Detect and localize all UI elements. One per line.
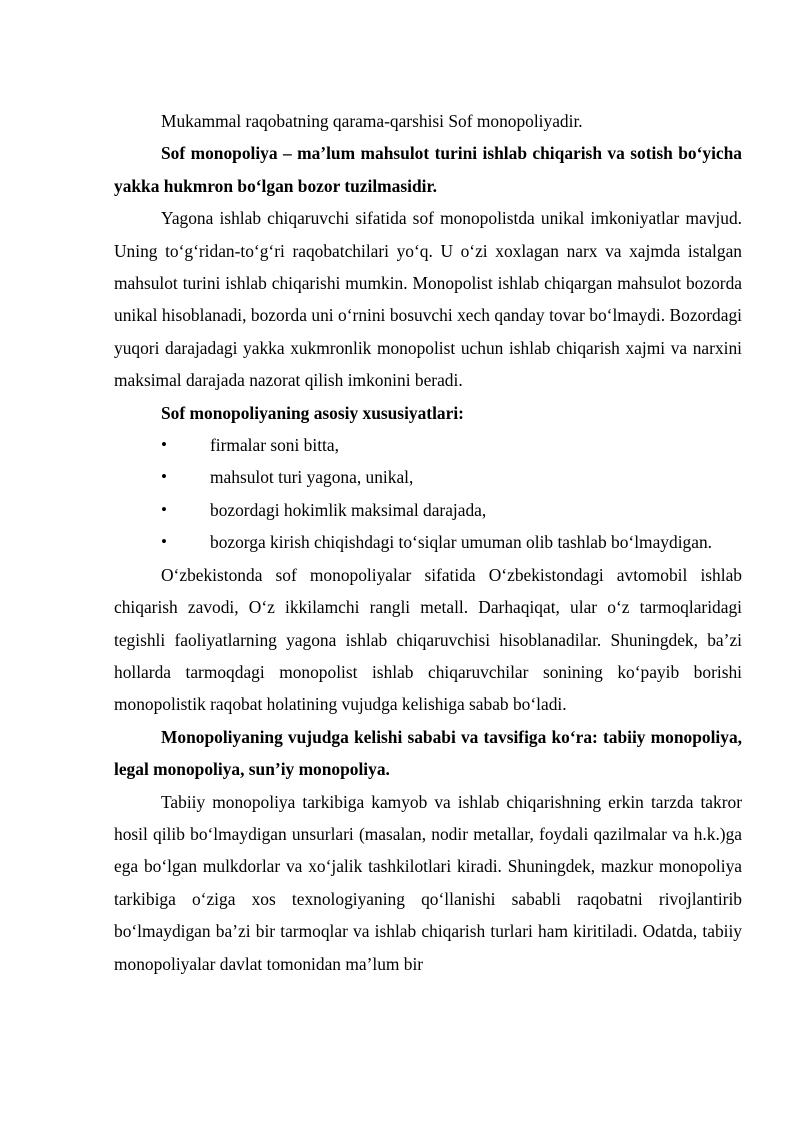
paragraph-uzbekistan: O‘zbekistonda sof monopoliyalar sifatida O‘zbekistondagi avtomobil ishlab chiqarish zavodi, O‘z ikkilamchi rangli metall. Darhaqiqat, ular o‘z tarmoqlaridagi tegishli faoliyatlarning yagona ishlab chiqaruvchisi hisoblanadilar. Shuningdek, ba’zi hollarda tarmoqdagi monopolist ishlab chiqaruvchilar sonining ko‘payib borishi monopolistik raqobat holatining vujudga kelishiga sabab bo‘ladi. <box>114 564 742 715</box>
paragraph-natural-monopoly: Tabiiy monopoliya tarkibiga kamyob va ishlab chiqarishning erkin tarzda takror hosil qilib bo‘lmaydigan unsurlari (masalan, nodir metallar, foydali qazilmalar va h.k.)ga ega bo‘lgan mulkdorlar va xo‘jalik tashkilotlari kiradi. Shuningdek, mazkur monopoliya tarkibiga o‘ziga xos texnologiyaning qo‘llanishi sababli raqobatni rivojlantirib bo‘lmaydigan ba’zi bir tarmoqlar va ishlab chiqarish turlari ham kiritiladi. Odatda, tabiiy monopoliyalar davlat tomonidan ma’lum bir <box>114 791 742 974</box>
bullet-icon: • <box>161 532 167 552</box>
bullet-icon: • <box>161 499 167 519</box>
list-item-text: bozorga kirish chiqishdagi to‘siqlar umuman olib tashlab bo‘lmaydigan. <box>210 532 712 553</box>
features-heading: Sof monopoliyaning asosiy xususiyatlari: <box>161 402 464 423</box>
bullet-icon: • <box>161 467 167 487</box>
paragraph-intro: Mukammal raqobatning qarama-qarshisi Sof monopoliyadir. <box>161 111 583 131</box>
list-item-text: firmalar soni bitta, <box>210 435 339 456</box>
features-list <box>114 429 742 559</box>
list-item-text: mahsulot turi yagona, unikal, <box>210 467 414 488</box>
list-item <box>114 494 742 526</box>
list-item <box>114 461 742 493</box>
classification-paragraph: Monopoliyaning vujudga kelishi sababi va tavsifiga ko‘ra: tabiiy monopoliya, legal monopoliya, sun’iy monopoliya. <box>114 726 742 780</box>
list-item-text: bozordagi hokimlik maksimal darajada, <box>210 499 487 520</box>
document-body <box>114 105 742 980</box>
paragraph-unique-opportunities: Yagona ishlab chiqaruvchi sifatida sof monopolistda unikal imkoniyatlar mavjud. Uning to‘g‘ridan-to‘g‘ri raqobatchilari yo‘q. U o‘zi xoxlagan narx va xajmda istalgan mahsulot turini ishlab chiqarishi mumkin. Monopolist ishlab chiqargan mahsulot bozorda unikal hisoblanadi, bozorda uni o‘rnini bosuvchi xech qanday tovar bo‘lmaydi. Bozordagi yuqori darajadagi yakka xukmronlik monopolist uchun ishlab chiqarish xajmi va narxini maksimal darajada nazorat qilish imkonini beradi. <box>114 208 742 391</box>
list-item <box>114 526 742 558</box>
list-item <box>114 429 742 461</box>
bullet-icon: • <box>161 435 167 455</box>
definition-paragraph: Sof monopoliya – ma’lum mahsulot turini ishlab chiqarish va sotish bo‘yicha yakka hukmron bo‘lgan bozor tuzilmasidir. <box>114 143 742 196</box>
